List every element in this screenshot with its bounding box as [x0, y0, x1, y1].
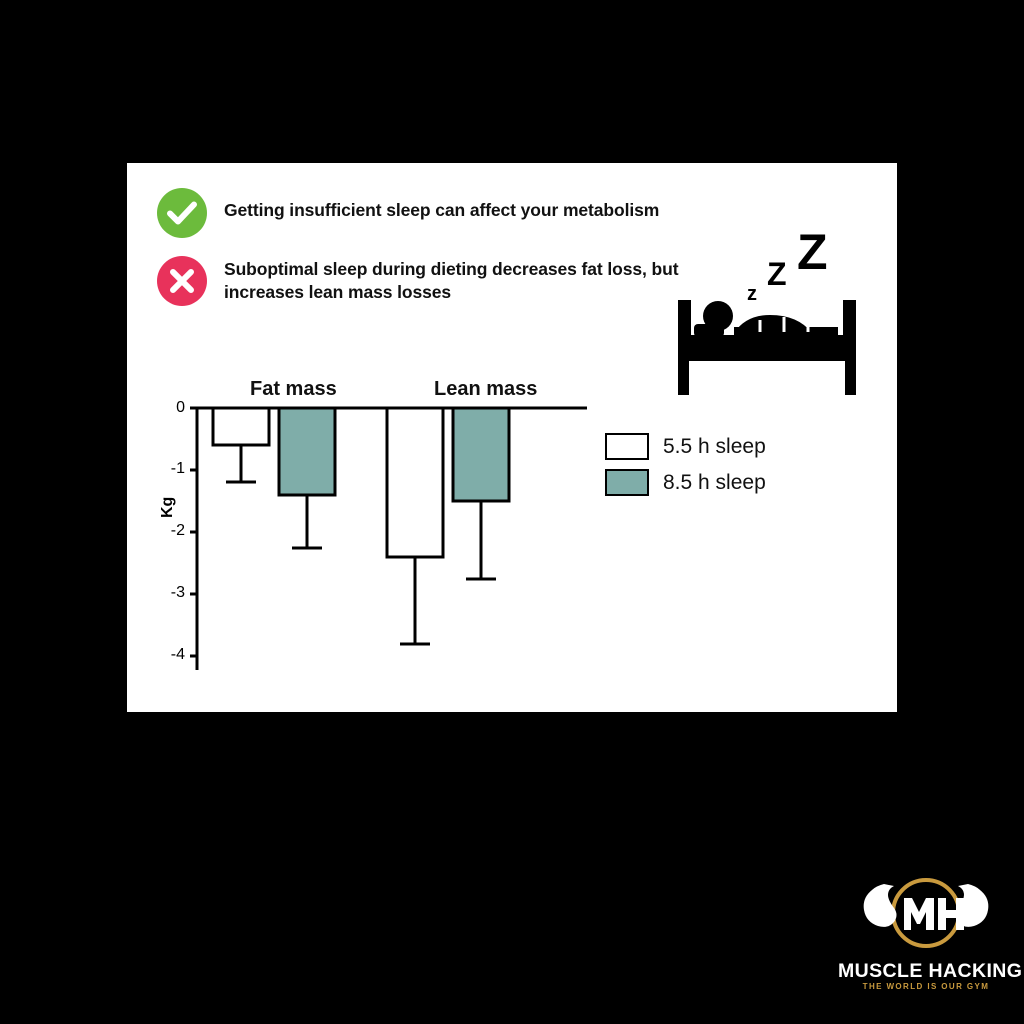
z-letter-small: z [747, 283, 757, 305]
legend-label-8-5h: 8.5 h sleep [663, 470, 766, 494]
chart-plot-area [157, 378, 867, 698]
logo-name: MUSCLE HACKING [838, 960, 1023, 982]
logo-tagline: THE WORLD IS OUR GYM [862, 982, 990, 991]
z-letter-large: Z [797, 224, 828, 280]
y-tick-0: 0 [176, 399, 185, 416]
bullet-list [157, 188, 717, 324]
legend-item-5-5h [605, 433, 766, 460]
legend-swatch-teal [605, 469, 649, 496]
y-tick--4: -4 [170, 646, 185, 663]
legend-swatch-white [605, 433, 649, 460]
y-axis-title: Kg [159, 496, 176, 518]
bullet-text-1: Getting insufficient sleep can affect your metabolism [224, 200, 660, 220]
legend-label-5-5h: 5.5 h sleep [663, 434, 766, 458]
bullet-row-2 [157, 256, 717, 306]
infographic-card [127, 163, 897, 712]
chart-legend [605, 433, 766, 505]
check-circle-icon [157, 188, 207, 238]
y-tick--2: -2 [170, 522, 185, 539]
bullet-row-1 [157, 188, 717, 238]
legend-item-8-5h [605, 469, 766, 496]
z-letter-medium: Z [767, 256, 787, 292]
brand-logo [838, 868, 1023, 998]
cross-circle-icon [157, 256, 207, 306]
muscle-hacking-logo-icon [838, 868, 1014, 963]
bar-chart [157, 378, 867, 698]
y-tick--1: -1 [170, 460, 185, 477]
group-label-lean-mass: Lean mass [434, 378, 538, 400]
bullet-text-2: Suboptimal sleep during dieting decreases fat loss, but increases lean mass losses [224, 259, 679, 303]
y-tick--3: -3 [170, 584, 185, 601]
group-label-fat-mass: Fat mass [250, 378, 337, 400]
